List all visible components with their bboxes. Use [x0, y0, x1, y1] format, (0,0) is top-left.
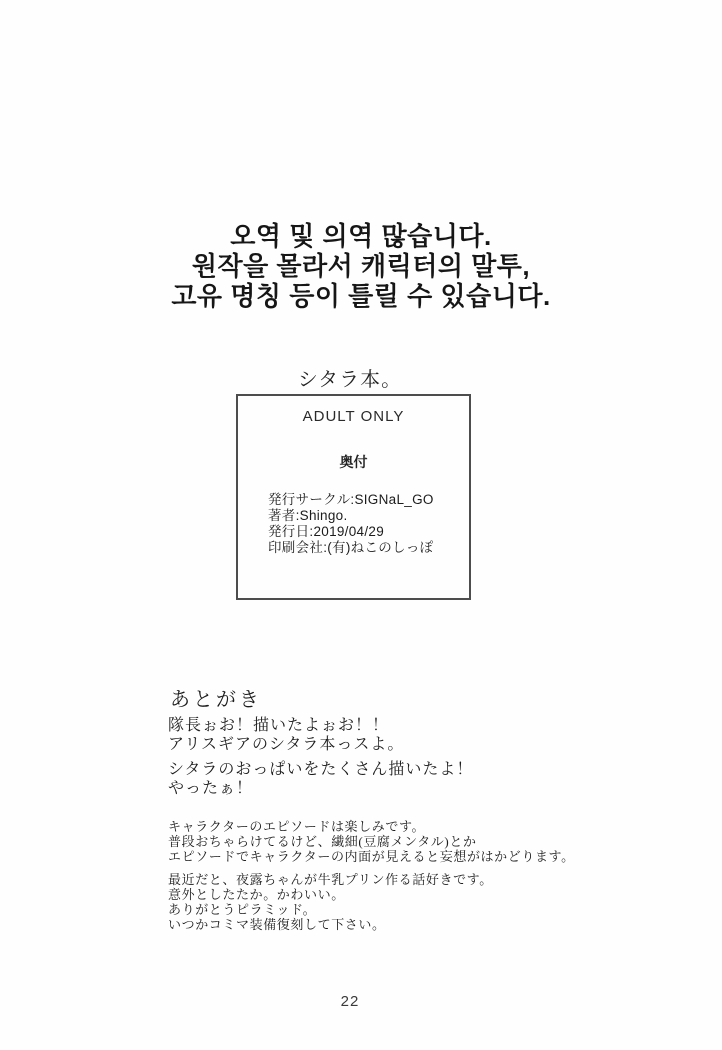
publisher-circle: 発行サークル:SIGNaL_GO: [268, 492, 434, 507]
afterword-line: キャラクターのエピソードは楽しみです。: [168, 819, 426, 834]
page-number: 22: [340, 993, 360, 1010]
author: 著者:Shingo.: [268, 508, 348, 523]
disclaimer-line-1: 오역 및 의역 많습니다.: [230, 221, 492, 251]
afterword-line: 意外としたたか。かわいい。: [168, 887, 345, 902]
afterword-line: 隊長ぉお！描いたよぉお！！: [168, 717, 390, 734]
afterword-paragraph-2: [168, 761, 473, 798]
afterword-paragraph-4: [168, 872, 493, 932]
book-title: シタラ本。: [297, 369, 403, 391]
afterword-line: ありがとうピラミッド。: [168, 902, 317, 917]
publication-date: 発行日:2019/04/29: [268, 524, 385, 539]
afterword-line: いつかコミマ装備復刻して下さい。: [168, 917, 386, 932]
afterword-line: アリスギアのシタラ本っスよ。: [168, 735, 405, 753]
afterword-line: シタラのおっぱいをたくさん描いたよ！: [168, 761, 474, 778]
disclaimer-line-2: 원작을 몰라서 캐릭터의 말투,: [191, 251, 531, 281]
afterword-line: 最近だと、夜露ちゃんが牛乳プリン作る話好きです。: [168, 872, 493, 887]
adult-only-label: ADULT ONLY: [302, 408, 405, 425]
colophon-box: [236, 394, 471, 600]
colophon-details: [268, 492, 469, 556]
afterword-line: やったぁ！: [168, 779, 254, 797]
disclaimer-line-3: 고유 명칭 등이 틀릴 수 있습니다.: [171, 281, 551, 311]
colophon-heading: 奥付: [339, 454, 368, 470]
translation-disclaimer: [0, 221, 722, 311]
afterword-line: 普段おちゃらけてるけど、繊細(豆腐メンタル)とか: [168, 834, 477, 849]
afterword-line: エピソードでキャラクターの内面が見えると妄想がはかどります。: [168, 849, 575, 864]
printing-company: 印刷会社:(有)ねこのしっぽ: [268, 540, 434, 555]
afterword-paragraph-3: [168, 819, 575, 864]
afterword-heading: あとがき: [170, 689, 262, 711]
afterword-paragraph-1: [168, 717, 404, 754]
